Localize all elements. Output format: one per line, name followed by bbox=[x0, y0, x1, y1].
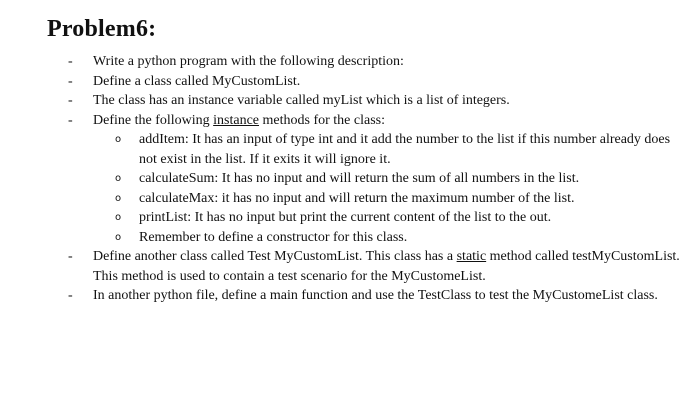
method-item-constructor bbox=[60, 228, 680, 248]
item-text: In another python file, define a main function and use the TestClass to test the MyCustomeList class. bbox=[93, 288, 658, 303]
method-text: calculateSum: It has no input and will return the sum of all numbers in the list. bbox=[139, 171, 580, 186]
problem-title: Problem6: bbox=[47, 16, 157, 42]
list-item bbox=[60, 286, 680, 306]
item-text: Define a class called MyCustomList. bbox=[93, 73, 301, 89]
problem-description bbox=[60, 52, 680, 306]
circle-bullet: o bbox=[115, 212, 122, 223]
method-text: printList: It has no input but print the current content of the list to the out. bbox=[139, 210, 552, 225]
dash-bullet: - bbox=[68, 112, 73, 128]
list-item bbox=[60, 247, 680, 286]
item-text: Write a python program with the following description: bbox=[93, 54, 404, 69]
item-text-after: methods for the class: bbox=[259, 112, 385, 128]
item-text-before: Define the following bbox=[93, 112, 214, 128]
list-item bbox=[60, 91, 680, 111]
dash-bullet: - bbox=[68, 249, 73, 264]
circle-bullet: o bbox=[115, 192, 122, 204]
item-text-before: Define another class called Test MyCustomList. This class has a bbox=[93, 249, 457, 264]
list-item bbox=[60, 72, 680, 92]
dash-bullet: - bbox=[68, 93, 73, 108]
underlined-word: instance bbox=[213, 112, 260, 128]
method-text: addItem: It has an input of type int and it add the number to the list if this number already does not exist in the list. If it exits it will ignore it. bbox=[139, 132, 671, 167]
method-item-calculatemax bbox=[60, 189, 680, 209]
item-text-after: method called testMyCustomList. This method is used to contain a test scenario for the MyCustomeList. bbox=[93, 249, 680, 284]
circle-bullet: o bbox=[115, 134, 122, 145]
item-text: The class has an instance variable called myList which is a list of integers. bbox=[93, 93, 510, 108]
circle-bullet: o bbox=[115, 173, 122, 184]
circle-bullet: o bbox=[115, 231, 122, 243]
dash-bullet: - bbox=[68, 54, 73, 69]
list-item bbox=[60, 111, 680, 131]
method-item-calculatesum bbox=[60, 169, 680, 189]
dash-bullet: - bbox=[68, 73, 73, 89]
method-text: calculateMax: it has no input and will return the maximum number of the list. bbox=[139, 190, 575, 206]
method-item-additem bbox=[60, 130, 680, 169]
underlined-word: static bbox=[456, 249, 487, 264]
method-text: Remember to define a constructor for this class. bbox=[139, 229, 408, 245]
list-item bbox=[60, 52, 680, 72]
method-item-printlist bbox=[60, 208, 680, 228]
dash-bullet: - bbox=[68, 288, 73, 303]
